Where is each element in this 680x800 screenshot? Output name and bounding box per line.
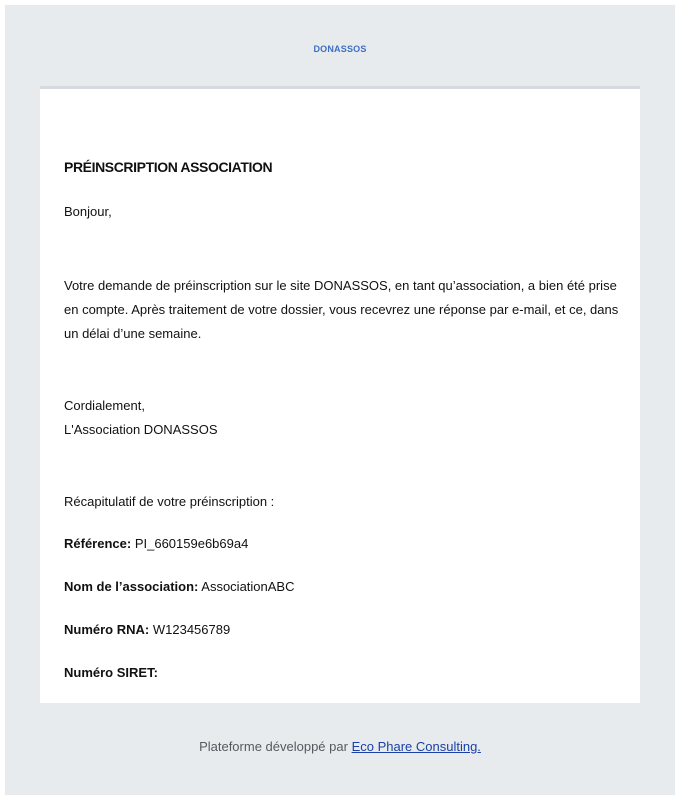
siret-number-label: Numéro SIRET: bbox=[64, 665, 158, 680]
brand-logo-text[interactable]: DONASSOS bbox=[313, 44, 367, 54]
message-body: Votre demande de préinscription sur le site DONASSOS, en tant qu’association, a bien été prise en compte. Après traitement de votre dossier, vous recevrez une réponse par e-mail, et ce, dans un délai d’une semaine. bbox=[64, 278, 619, 341]
rna-number-value: W123456789 bbox=[152, 622, 231, 637]
footer-prefix: Plateforme développé par bbox=[199, 739, 348, 754]
footer bbox=[5, 739, 675, 754]
email-title: PRÉINSCRIPTION ASSOCIATION bbox=[64, 159, 273, 175]
greeting: Bonjour, bbox=[64, 204, 112, 219]
footer-company-link[interactable]: Eco Phare Consulting. bbox=[351, 739, 481, 754]
association-name-row bbox=[64, 575, 620, 599]
association-name-value: AssociationABC bbox=[201, 579, 295, 594]
rna-number-row bbox=[64, 618, 620, 642]
closing: Cordialement, bbox=[64, 398, 145, 413]
summary-intro: Récapitulatif de votre préinscription : bbox=[64, 494, 275, 509]
reference-row bbox=[64, 532, 620, 556]
signature: L'Association DONASSOS bbox=[64, 422, 218, 437]
siret-number-row bbox=[64, 661, 620, 685]
rna-number-label: Numéro RNA: bbox=[64, 622, 150, 637]
association-name-label: Nom de l’association: bbox=[64, 579, 199, 594]
reference-value: PI_660159e6b69a4 bbox=[134, 536, 249, 551]
reference-label: Référence: bbox=[64, 536, 132, 551]
email-background bbox=[5, 5, 675, 795]
email-card bbox=[40, 86, 640, 703]
